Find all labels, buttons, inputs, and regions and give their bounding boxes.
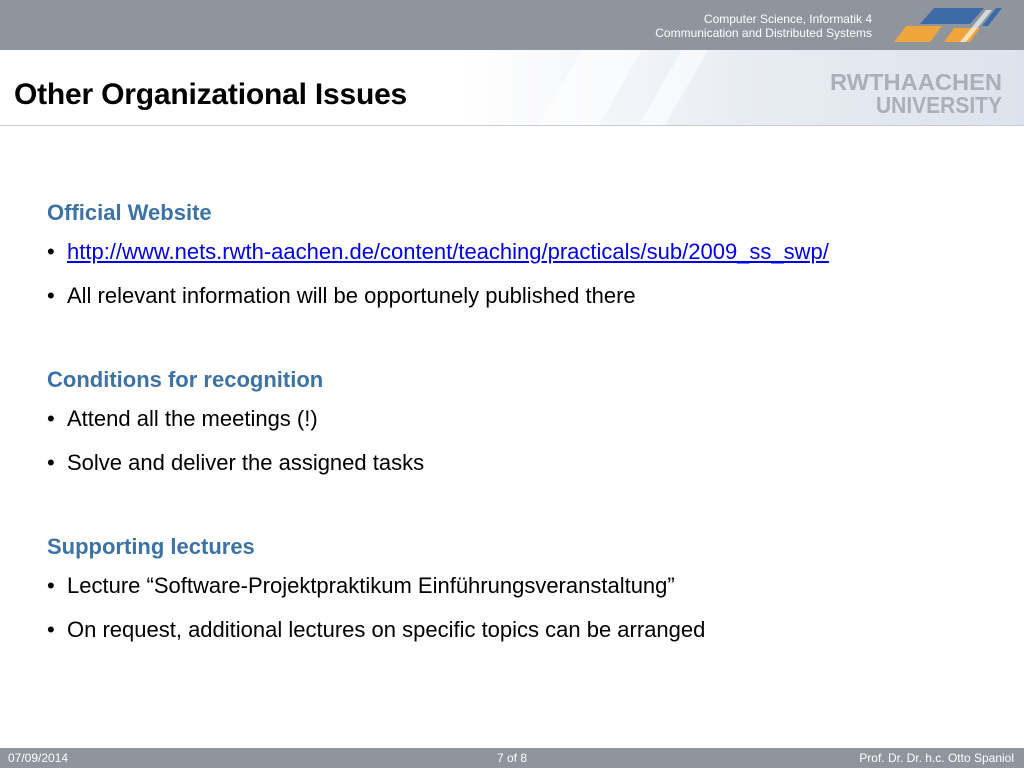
list-item — [47, 397, 1007, 441]
footer-bar — [0, 748, 1024, 768]
bullet-dot: • — [47, 617, 55, 642]
list-item — [47, 274, 1007, 318]
bullet-text: On request, additional lectures on specific topics can be arranged — [67, 617, 706, 642]
section-heading: Conditions for recognition — [47, 367, 324, 392]
title-divider — [0, 125, 1024, 126]
website-link[interactable]: http://www.nets.rwth-aachen.de/content/teaching/practicals/sub/2009_ss_swp/ — [67, 239, 829, 264]
section-heading: Official Website — [47, 200, 212, 225]
slide-body — [47, 196, 1007, 652]
institute-name — [655, 12, 872, 40]
footer-date: 07/09/2014 — [8, 751, 69, 765]
header-bar — [0, 0, 1024, 50]
list-item — [47, 608, 1007, 652]
bullet-dot: • — [47, 239, 55, 264]
bullet-text: Lecture “Software-Projektpraktikum Einführungsveranstaltung” — [67, 573, 675, 598]
rwth-aachen-logo — [826, 66, 1006, 116]
bullet-dot: • — [47, 406, 55, 431]
list-item — [47, 564, 1007, 608]
bullet-dot: • — [47, 573, 55, 598]
bullet-text: Attend all the meetings (!) — [67, 406, 318, 431]
bullet-text: Solve and deliver the assigned tasks — [67, 450, 425, 475]
list-item — [47, 441, 1007, 485]
bullet-dot: • — [47, 450, 55, 475]
institute-line-2: Communication and Distributed Systems — [655, 26, 872, 40]
page-number: 7 of 8 — [496, 751, 528, 765]
bullet-text: All relevant information will be opportunely published there — [67, 283, 636, 308]
section-official-website — [47, 196, 1007, 318]
slide-title: Other Organizational Issues — [14, 78, 408, 111]
svg-text:RWTHAACHEN: RWTHAACHEN — [830, 69, 1002, 95]
section-heading: Supporting lectures — [47, 534, 255, 559]
footer-author: Prof. Dr. Dr. h.c. Otto Spaniol — [859, 751, 1014, 765]
svg-text:UNIVERSITY: UNIVERSITY — [876, 92, 1002, 116]
section-conditions — [47, 363, 1007, 485]
i4-logo — [884, 2, 1004, 48]
section-supporting-lectures — [47, 530, 1007, 652]
bullet-dot: • — [47, 283, 55, 308]
list-item — [47, 230, 1007, 274]
institute-line-1: Computer Science, Informatik 4 — [703, 12, 872, 26]
